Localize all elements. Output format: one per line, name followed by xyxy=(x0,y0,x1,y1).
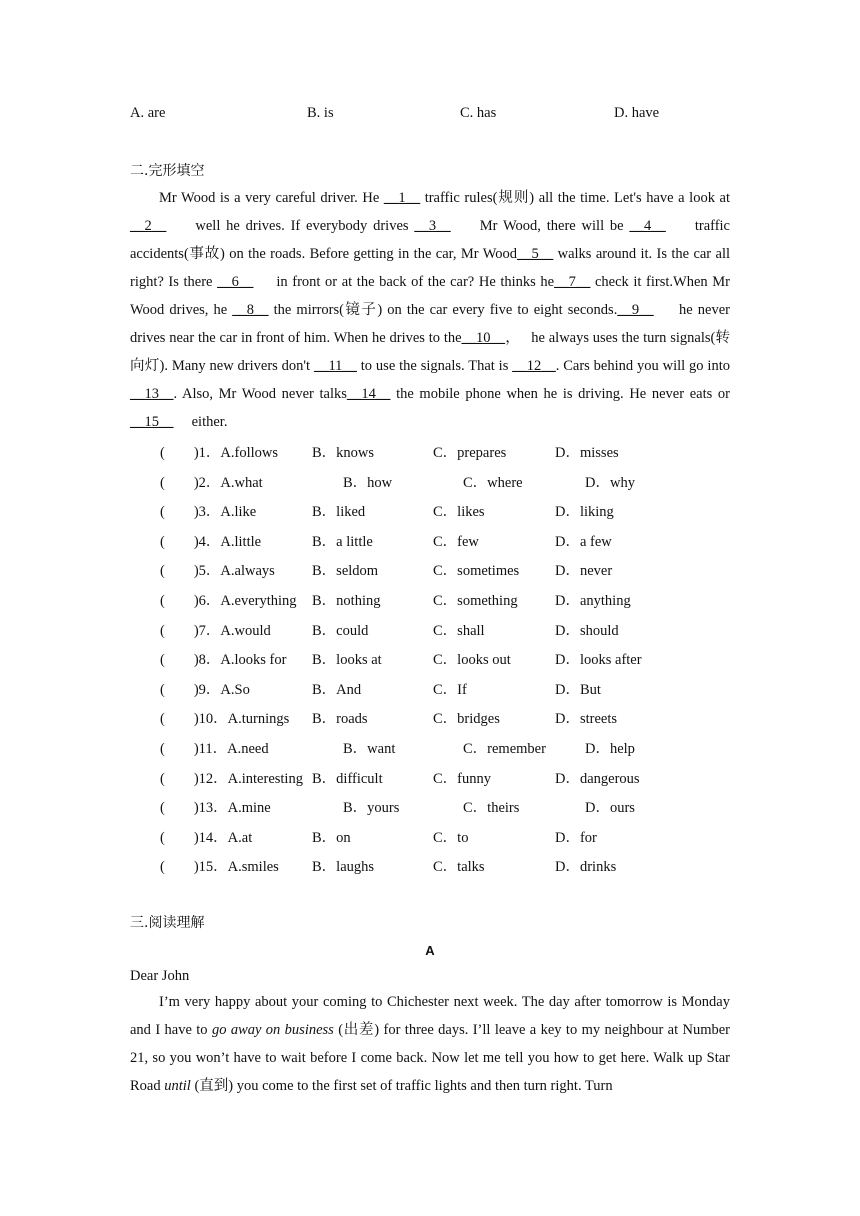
question-stem-option-a: ( )11．A.need xyxy=(160,741,269,757)
option-b: B．looks at xyxy=(312,652,382,669)
question-row xyxy=(160,678,760,700)
passage-text: the mirrors(镜子) on the car every five to eight seconds. xyxy=(268,302,618,318)
cloze-blank: __11__ xyxy=(313,358,357,374)
question-stem-option-a: ( )6．A.everything xyxy=(160,593,297,609)
option-b: B．roads xyxy=(312,711,368,728)
option-d: D．ours xyxy=(585,800,635,817)
letter-greeting: Dear John xyxy=(130,968,190,984)
option-d: D．for xyxy=(555,829,597,846)
letter-body xyxy=(130,988,730,1100)
passage-text: traffic accidents(事故) on the roads. Before getting in the car, Mr Wood xyxy=(130,218,734,262)
cloze-blank: __13__ xyxy=(130,386,174,402)
option-c: C．theirs xyxy=(463,800,520,817)
question-stem-option-a: ( )13．A.mine xyxy=(160,800,271,817)
cloze-blank: __5__ xyxy=(517,246,554,262)
option-d: D．drinks xyxy=(555,859,617,876)
option-c: C．talks xyxy=(433,859,485,876)
option-b: B．seldom xyxy=(312,563,379,580)
option-b: B．nothing xyxy=(312,593,381,609)
option-b: B．on xyxy=(312,829,351,846)
passage-text: walks around it. Is the car all right? Is there xyxy=(130,246,734,290)
cloze-blank: __15__ xyxy=(130,414,174,430)
question-row xyxy=(160,648,760,670)
cloze-blank: __9__ xyxy=(617,302,654,318)
option-c: C．bridges xyxy=(433,711,500,728)
option-c: C．sometimes xyxy=(433,563,520,580)
passage-text: well he drives. If everybody drives xyxy=(166,218,415,234)
option-d: D．But xyxy=(555,681,601,698)
option-b: B．how xyxy=(343,474,393,491)
passage-text: to use the signals. That is xyxy=(356,358,513,374)
option-c: C．If xyxy=(433,681,467,698)
question-stem-option-a: ( )10．A.turnings xyxy=(160,711,290,728)
question-stem-option-a: ( )9．A.So xyxy=(160,681,250,698)
letter-text: (出差) for three days. I’ll leave a key to my neighbour at Number 21, so you won’t have to wait before I come back. Now let me tell you how to get here. Walk up Star Road xyxy=(130,1022,731,1094)
passage-text: in front or at the back of the car? He thinks he xyxy=(253,274,555,290)
question-row xyxy=(160,441,760,463)
passage-text: the mobile phone when he is driving. He never eats or xyxy=(390,386,734,402)
cloze-blank: __3__ xyxy=(414,218,451,234)
passage-text: Mr Wood is a very careful driver. He xyxy=(159,190,384,206)
option-c: C．few xyxy=(433,533,479,550)
question-row xyxy=(160,737,760,759)
question-row xyxy=(160,707,760,729)
option-b: B．a little xyxy=(312,533,373,550)
question-row xyxy=(160,767,760,789)
option-d: D．a few xyxy=(555,533,612,550)
cloze-blank: __6__ xyxy=(217,274,254,290)
passage-text: ， he always uses the turn signals(转向灯). Many new drivers don't xyxy=(130,330,730,374)
question-row xyxy=(160,500,760,522)
option-d: D．anything xyxy=(555,593,631,609)
option-b: B．difficult xyxy=(312,770,383,787)
passage-text: traffic rules(规则) all the time. Let's have a look at xyxy=(420,190,734,206)
question-stem-option-a: ( )8．A.looks for xyxy=(160,652,287,669)
prev-option-d: D. have xyxy=(614,105,660,121)
question-stem-option-a: ( )3．A.like xyxy=(160,504,257,521)
question-row xyxy=(160,855,760,877)
option-b: B．knows xyxy=(312,445,375,461)
question-stem-option-a: ( )15．A.smiles xyxy=(160,859,279,876)
option-d: D．never xyxy=(555,563,613,580)
option-b: B．And xyxy=(312,681,362,698)
question-row xyxy=(160,530,760,552)
passage-text: Mr Wood, there will be xyxy=(450,218,630,234)
glossed-phrase: until xyxy=(164,1078,191,1094)
option-c: C．shall xyxy=(433,622,485,639)
option-c: C．looks out xyxy=(433,652,511,669)
option-d: D．streets xyxy=(555,711,618,728)
option-b: B．liked xyxy=(312,504,366,521)
question-row xyxy=(160,796,760,818)
option-b: B．could xyxy=(312,622,369,639)
question-stem-option-a: ( )7．A.would xyxy=(160,622,271,639)
cloze-blank: __1__ xyxy=(383,190,421,206)
option-d: D．misses xyxy=(555,445,619,461)
cloze-blank: __4__ xyxy=(629,218,666,234)
option-d: D．should xyxy=(555,622,619,639)
option-c: C．to xyxy=(433,829,469,846)
question-stem-option-a: ( )1．A.follows xyxy=(160,445,279,461)
question-row xyxy=(160,559,760,581)
letter-text: (直到) you come to the first set of traffic lights and then turn right. Turn xyxy=(190,1078,613,1094)
question-stem-option-a: ( )4．A.little xyxy=(160,533,262,550)
question-stem-option-a: ( )14．A.at xyxy=(160,829,253,846)
option-b: B．want xyxy=(343,741,396,757)
option-d: D．liking xyxy=(555,504,614,521)
cloze-passage xyxy=(130,184,734,436)
passage-text: . Cars behind you will go into xyxy=(555,358,734,374)
cloze-blank: __2__ xyxy=(130,218,167,234)
passage-text: check it first.When Mr Wood drives, he xyxy=(130,274,734,318)
glossed-phrase: go away on business xyxy=(211,1022,334,1038)
question-row xyxy=(160,471,760,493)
question-stem-option-a: ( )2．A.what xyxy=(160,474,263,491)
option-d: D．dangerous xyxy=(555,770,640,787)
prev-option-b: B. is xyxy=(307,105,334,121)
cloze-blank: __12__ xyxy=(512,358,556,374)
option-d: D．looks after xyxy=(555,652,642,669)
option-d: D．why xyxy=(585,474,635,491)
option-c: C．prepares xyxy=(433,445,507,461)
question-row xyxy=(160,589,760,611)
cloze-blank: __8__ xyxy=(232,302,269,318)
option-c: C．something xyxy=(433,593,518,609)
option-d: D．help xyxy=(585,741,635,757)
option-c: C．where xyxy=(463,474,523,491)
prev-option-c: C. has xyxy=(460,105,497,121)
question-row xyxy=(160,826,760,848)
option-c: C．funny xyxy=(433,770,491,787)
option-b: B．laughs xyxy=(312,859,375,876)
option-b: B．yours xyxy=(343,800,400,817)
cloze-blank: __10__ xyxy=(461,330,506,346)
prev-option-a: A. are xyxy=(130,105,166,121)
cloze-blank: __7__ xyxy=(554,274,591,290)
letter-text: I’m very happy about your coming to Chichester next week. The day after tomorrow is Monday and I have to xyxy=(130,994,730,1038)
question-stem-option-a: ( )5．A.always xyxy=(160,563,275,580)
option-c: C．likes xyxy=(433,504,485,521)
passage-label: A xyxy=(425,943,435,958)
section-reading-title: 三.阅读理解 xyxy=(130,915,205,931)
cloze-blank: __14__ xyxy=(346,386,391,402)
passage-text: he never drives near the car in front of him. When he drives to the xyxy=(130,302,734,346)
question-stem-option-a: ( )12．A.interesting xyxy=(160,770,303,787)
option-c: C．remember xyxy=(463,741,546,757)
passage-text: either. xyxy=(173,414,228,430)
question-row xyxy=(160,619,760,641)
section-cloze-title: 二.完形填空 xyxy=(130,163,205,179)
passage-text: . Also, Mr Wood never talks xyxy=(173,386,347,402)
